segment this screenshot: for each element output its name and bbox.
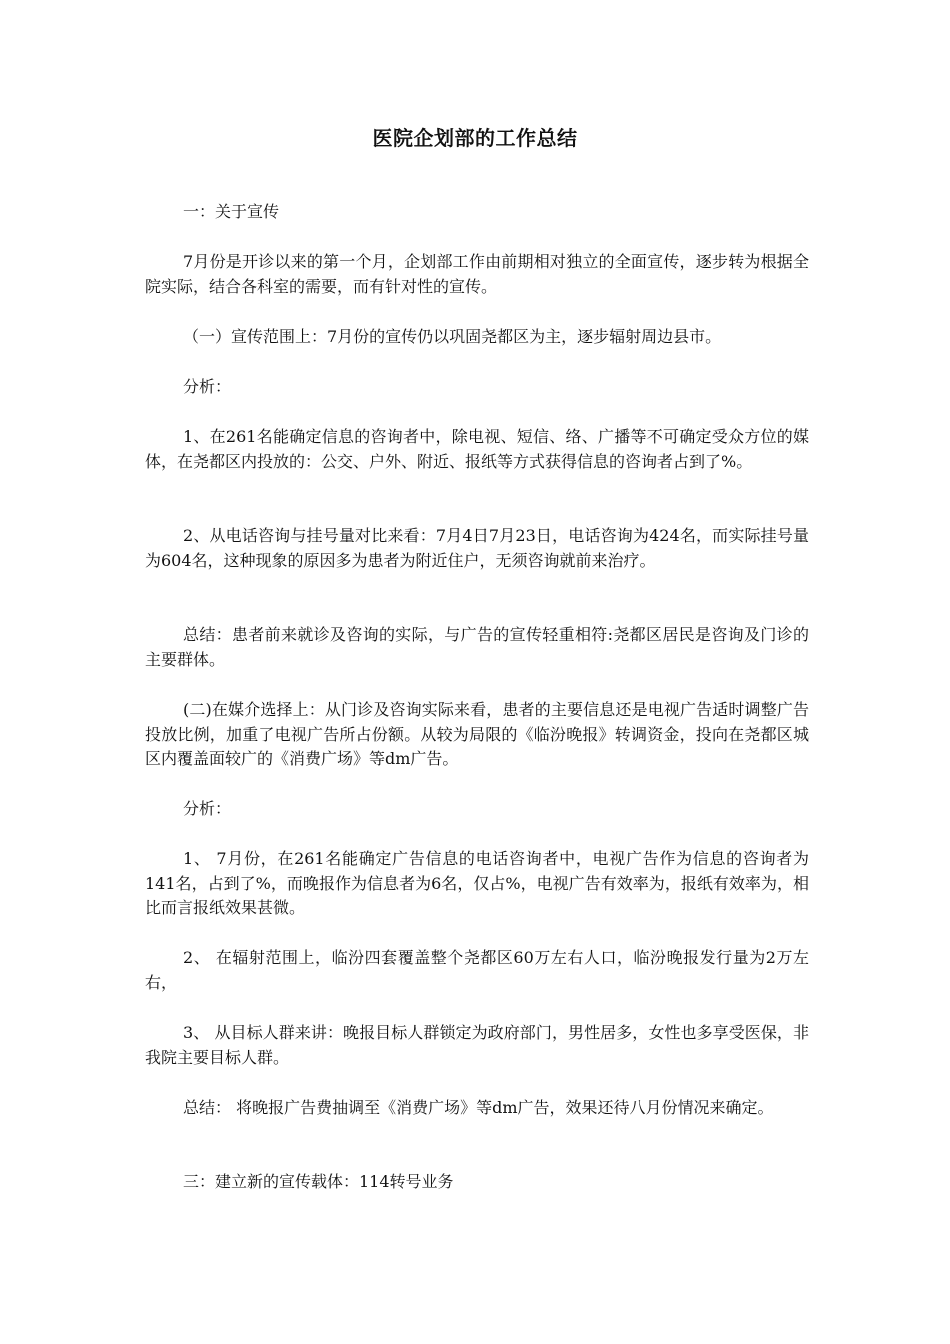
section-heading-new-carrier: 三：建立新的宣传载体：114转号业务 bbox=[183, 1172, 454, 1191]
paragraph-scope: （一）宣传范围上：7月份的宣传仍以巩固尧都区为主，逐步辐射周边县市。 bbox=[183, 327, 722, 346]
paragraph-analysis-item-4: 2、 在辐射范围上，临汾四套覆盖整个尧都区60万左右人口，临汾晚报发行量为2万左右， bbox=[145, 948, 809, 992]
paragraph-summary-2: 总结： 将晚报广告费抽调至《消费广场》等dm广告，效果还待八月份情况来确定。 bbox=[183, 1098, 774, 1117]
paragraph-analysis-item-1: 1、在261名能确定信息的咨询者中，除电视、短信、络、广播等不可确定受众方位的媒体，在尧都区内投放的：公交、户外、附近、报纸等方式获得信息的咨询者占到了%。 bbox=[145, 427, 809, 471]
document-title: 医院企划部的工作总结 bbox=[372, 126, 578, 150]
paragraph-media-selection: (二)在媒介选择上：从门诊及咨询实际来看，患者的主要信息还是电视广告适时调整广告投放比例，加重了电视广告所占份额。从较为局限的《临汾晚报》转调资金，投向在尧都区城区内覆盖面较广的《消费广场》等dm广告。 bbox=[145, 700, 809, 768]
paragraph-analysis-label-2: 分析： bbox=[183, 799, 232, 818]
paragraph-analysis-item-5: 3、 从目标人群来讲：晚报目标人群锁定为政府部门，男性居多，女性也多享受医保，非我院主要目标人群。 bbox=[145, 1023, 809, 1067]
paragraph-analysis-item-2: 2、从电话咨询与挂号量对比来看：7月4日7月23日，电话咨询为424名，而实际挂号量为604名，这种现象的原因多为患者为附近住户，无须咨询就前来治疗。 bbox=[145, 526, 809, 570]
paragraph-summary-1: 总结：患者前来就诊及咨询的实际，与广告的宣传轻重相符:尧都区居民是咨询及门诊的主要群体。 bbox=[145, 625, 809, 669]
paragraph-analysis-item-3: 1、 7月份，在261名能确定广告信息的电话咨询者中，电视广告作为信息的咨询者为141名，占到了%，而晚报作为信息者为6名，仅占%，电视广告有效率为，报纸有效率为，相比而言报纸效果甚微。 bbox=[145, 849, 809, 917]
paragraph-analysis-label: 分析： bbox=[183, 377, 232, 396]
paragraph-intro: 7月份是开诊以来的第一个月，企划部工作由前期相对独立的全面宣传，逐步转为根据全院实际，结合各科室的需要，而有针对性的宣传。 bbox=[145, 252, 809, 296]
section-heading-publicity: 一：关于宣传 bbox=[183, 202, 280, 221]
